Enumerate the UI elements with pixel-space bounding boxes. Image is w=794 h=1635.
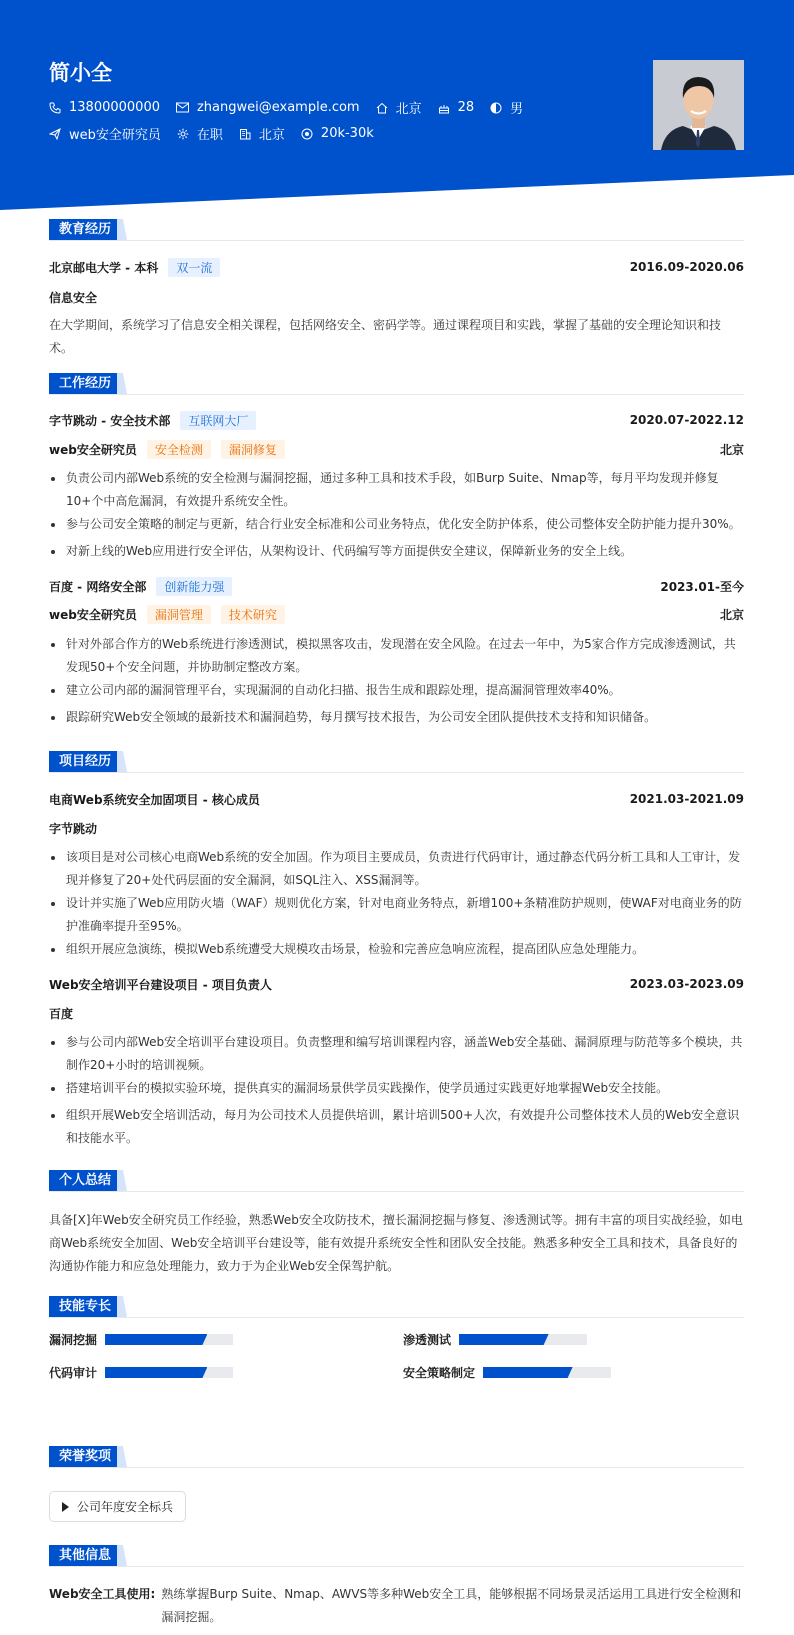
section-label: 技能专长 (49, 1296, 121, 1317)
project-org-row (49, 818, 744, 838)
award-item (49, 1491, 186, 1522)
section-divider (49, 772, 744, 773)
email-value: zhangwei@example.com (196, 100, 360, 115)
project-org: 百度 (49, 1006, 74, 1021)
project-date: 2023.03-2023.09 (629, 977, 744, 991)
phone-value: 13800000000 (69, 100, 160, 115)
list-item: 针对外部合作方的Web系统进行渗透测试，模拟黑客攻击，发现潜在安全风险。在过去一年中，为5家合作方完成渗透测试，共发现50+个安全问题，并协助制定整改方案。 (49, 633, 744, 679)
project-date: 2021.03-2021.09 (629, 792, 744, 806)
skill-item (403, 1364, 611, 1381)
resume-header (0, 0, 794, 210)
company-name: 字节跳动 - 安全技术部 (49, 413, 171, 428)
company-tag: 互联网大厂 (180, 411, 256, 430)
avatar (653, 60, 744, 150)
gender-value: 男 (510, 102, 524, 117)
gender-item (490, 98, 523, 117)
list-item: 组织开展应急演练，模拟Web系统遭受大规模攻击场景，检验和完善应急响应流程，提高团队应急处理能力。 (49, 938, 744, 961)
list-item: 跟踪研究Web安全领域的最新技术和漏洞趋势，每月撰写技术报告，为公司安全团队提供技术支持和知识储备。 (49, 706, 744, 729)
age-icon (438, 102, 450, 114)
section-summary-title (49, 1170, 744, 1191)
education-major-row (49, 287, 744, 307)
list-item: 搭建培训平台的模拟实验环境，提供真实的漏洞场景供学员实践操作，使学员通过实践更好地掌握Web安全技能。 (49, 1077, 744, 1100)
role-tag: 技术研究 (221, 605, 285, 624)
job-role: web安全研究员 (49, 607, 137, 622)
candidate-name: 简小全 (49, 61, 112, 85)
salary-item (301, 126, 374, 141)
section-awards-title (49, 1446, 744, 1467)
salary-value: 20k-30k (320, 126, 374, 141)
section-divider (49, 240, 744, 241)
company-tag: 创新能力强 (156, 577, 232, 596)
section-divider (49, 1317, 744, 1318)
mail-icon (176, 102, 189, 113)
gender-icon (490, 102, 502, 114)
skill-item (49, 1364, 233, 1381)
job-role-row (49, 604, 744, 624)
education-date: 2016.09-2020.06 (629, 260, 744, 274)
job-header (49, 410, 744, 430)
project-name: 电商Web系统安全加固项目 - 核心成员 (49, 792, 260, 807)
section-label: 个人总结 (49, 1170, 121, 1191)
list-item: 负责公司内部Web系统的安全检测与漏洞挖掘，通过多种工具和技术手段，如Burp Suite、Nmap等，每月平均发现并修复10+个中高危漏洞，有效提升系统安全性。 (49, 467, 744, 513)
title-decoration (117, 219, 127, 240)
school-name: 北京邮电大学 - 本科 (49, 260, 159, 275)
section-skills-title (49, 1296, 744, 1317)
hometown-value: 北京 (395, 102, 422, 117)
company-name: 百度 - 网络安全部 (49, 579, 147, 594)
job-role-row (49, 439, 744, 459)
phone-icon (49, 102, 61, 114)
list-item: 参与公司内部Web安全培训平台建设项目。负责整理和编写培训课程内容，涵盖Web安全基础、漏洞原理与防范等多个模块，共制作20+小时的培训视频。 (49, 1031, 744, 1077)
work-city-value: 北京 (258, 128, 285, 143)
contact-line (49, 98, 539, 117)
job-city: 北京 (719, 442, 744, 457)
section-projects-title (49, 751, 744, 772)
job-date: 2020.07-2022.12 (629, 413, 744, 427)
section-divider (49, 394, 744, 395)
skill-bar (459, 1334, 587, 1345)
section-divider (49, 1467, 744, 1468)
section-label: 工作经历 (49, 373, 121, 394)
phone-item (49, 100, 160, 115)
role-tag: 安全检测 (147, 440, 211, 459)
job-title-item (49, 124, 161, 143)
gear-icon (177, 128, 189, 140)
section-label: 项目经历 (49, 751, 121, 772)
email-item (176, 100, 360, 115)
work-city-item (239, 124, 285, 143)
skill-bar (483, 1367, 611, 1378)
skill-bar-fill (105, 1367, 207, 1378)
project-header (49, 789, 744, 809)
skill-bar-fill (105, 1334, 207, 1345)
education-header (49, 257, 744, 277)
hometown-item (376, 98, 422, 117)
section-label: 荣誉奖项 (49, 1446, 121, 1467)
school-tag: 双一流 (168, 258, 220, 277)
job-title-value: web安全研究员 (69, 128, 161, 143)
list-item: 设计并实施了Web应用防火墙（WAF）规则优化方案，针对电商业务特点，新增100+条精准防护规则，使WAF对电商业务的防护准确率提升至95%。 (49, 892, 744, 938)
project-name: Web安全培训平台建设项目 - 项目负责人 (49, 977, 272, 992)
status-value: 在职 (196, 128, 223, 143)
title-decoration (117, 1545, 127, 1566)
project-org-row (49, 1003, 744, 1023)
section-label: 教育经历 (49, 219, 121, 240)
job-city: 北京 (719, 607, 744, 622)
send-icon (49, 128, 61, 140)
age-item (438, 100, 475, 115)
section-divider (49, 1191, 744, 1192)
section-work-title (49, 373, 744, 394)
triangle-icon (62, 1502, 69, 1512)
job-date: 2023.01-至今 (660, 579, 744, 594)
other-info-item (49, 1583, 744, 1629)
project-header (49, 974, 744, 994)
list-item: 参与公司安全策略的制定与更新，结合行业安全标准和公司业务特点，优化安全防护体系，使公司整体安全防护能力提升30%。 (49, 513, 744, 536)
skill-item (403, 1331, 587, 1348)
skill-name: 代码审计 (49, 1366, 98, 1380)
status-item (177, 124, 223, 143)
age-value: 28 (457, 100, 475, 115)
job-header (49, 576, 744, 596)
award-label: 公司年度安全标兵 (77, 1500, 174, 1514)
list-item: 组织开展Web安全培训活动，每月为公司技术人员提供培训，累计培训500+人次，有效提升公司整体技术人员的Web安全意识和技能水平。 (49, 1104, 744, 1150)
education-description: 在大学期间，系统学习了信息安全相关课程，包括网络安全、密码学等。通过课程项目和实践，掌握了基础的安全理论知识和技术。 (49, 318, 722, 355)
skill-bar (105, 1367, 233, 1378)
skill-bar-fill (459, 1334, 549, 1345)
section-other-title (49, 1545, 744, 1566)
major: 信息安全 (49, 290, 98, 305)
list-item: 对新上线的Web应用进行安全评估，从架构设计、代码编写等方面提供安全建议，保障新业务的安全上线。 (49, 540, 744, 563)
skill-item (49, 1331, 233, 1348)
other-info-value: 熟练掌握Burp Suite、Nmap、AWVS等多种Web安全工具，能够根据不同场景灵活运用工具进行安全检测和漏洞挖掘。 (161, 1587, 742, 1624)
skill-name: 安全策略制定 (403, 1366, 476, 1380)
building-icon (239, 128, 251, 140)
skill-bar-fill (483, 1367, 573, 1378)
title-decoration (117, 1446, 127, 1467)
title-decoration (117, 373, 127, 394)
skill-name: 漏洞挖掘 (49, 1333, 98, 1347)
section-divider (49, 1566, 744, 1567)
other-info-key: Web安全工具使用: (49, 1587, 156, 1601)
section-label: 其他信息 (49, 1545, 121, 1566)
skill-name: 渗透测试 (403, 1333, 452, 1347)
list-item: 建立公司内部的漏洞管理平台，实现漏洞的自动化扫描、报告生成和跟踪处理，提高漏洞管理效率40%。 (49, 679, 744, 702)
home-icon (376, 102, 388, 114)
title-decoration (117, 1296, 127, 1317)
title-decoration (117, 1170, 127, 1191)
role-tag: 漏洞管理 (147, 605, 211, 624)
role-tag: 漏洞修复 (221, 440, 285, 459)
section-education-title (49, 219, 744, 240)
money-icon (301, 128, 313, 140)
portrait-image (653, 60, 744, 150)
job-intent-line (49, 124, 390, 143)
job-role: web安全研究员 (49, 442, 137, 457)
skill-bar (105, 1334, 233, 1345)
project-org: 字节跳动 (49, 821, 98, 836)
title-decoration (117, 751, 127, 772)
summary-text: 具备[X]年Web安全研究员工作经验，熟悉Web安全攻防技术，擅长漏洞挖掘与修复、渗透测试等。拥有丰富的项目实战经验，如电商Web系统安全加固、Web安全培训平台建设等，能有效提升系统安全性和团队安全技能。熟悉多种安全工具和技术，具备良好的沟通协作能力和应急处理能力，致力于为企业Web安全保驾护航。 (49, 1213, 743, 1273)
list-item: 该项目是对公司核心电商Web系统的安全加固。作为项目主要成员，负责进行代码审计，通过静态代码分析工具和人工审计，发现并修复了20+处代码层面的安全漏洞，如SQL注入、XSS漏洞等。 (49, 846, 744, 892)
